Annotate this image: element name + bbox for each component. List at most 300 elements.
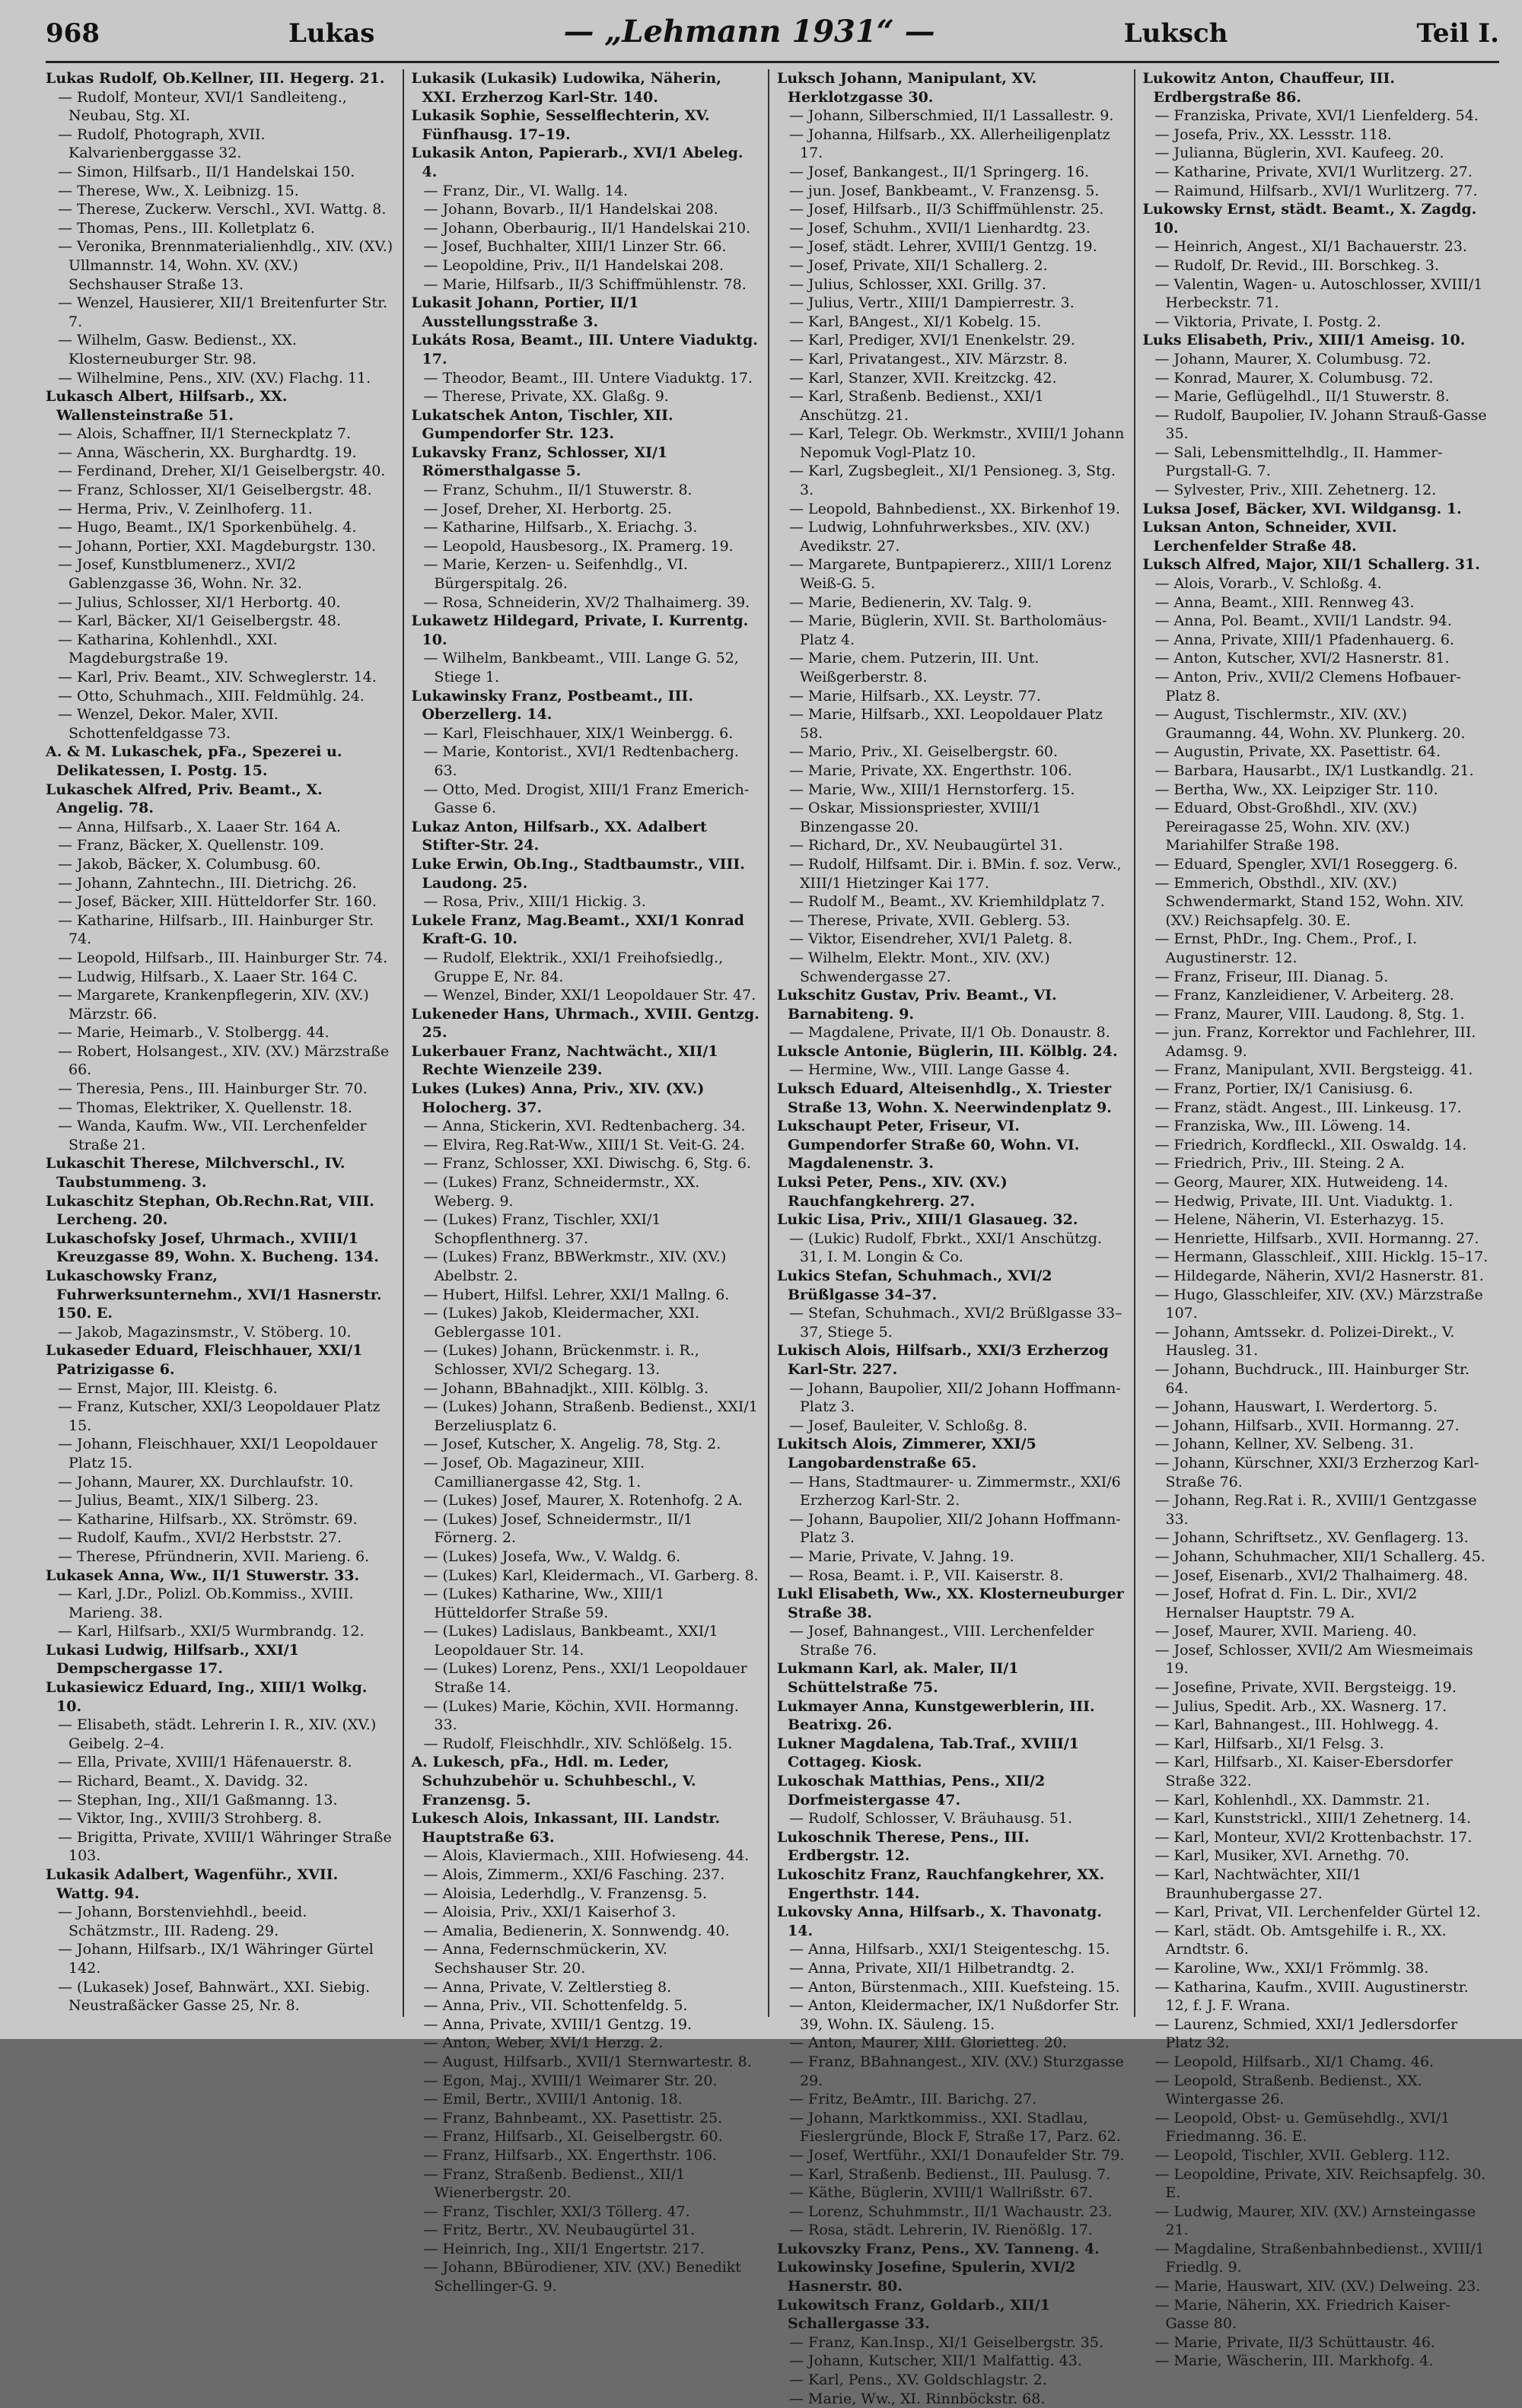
directory-entry: — Margarete, Krankenpflegerin, XIV. (XV.) Märzstr. 66.: [58, 987, 369, 1023]
directory-entry: — Wilhelmine, Pens., XIV. (XV.) Flachg. 11.: [58, 369, 371, 386]
directory-entry: — Anna, Wäscherin, XX. Burghardtg. 19.: [58, 444, 357, 461]
directory-entry: — Ludwig, Lohnfuhrwerksbes., XIV. (XV.) Avedikstr. 27.: [789, 519, 1091, 555]
directory-entry-head: Lukitsch Alois, Zimmerer, XXI/5 Langobardenstraße 65.: [777, 1436, 1036, 1471]
directory-entry: — Franz, städt. Angest., III. Linkeusg. 17.: [1154, 1099, 1462, 1116]
directory-entry: — Josef, Kunstblumenerz., XVI/2 Gablenzgasse 36, Wohn. Nr. 32.: [58, 556, 302, 593]
directory-entry: — jun. Franz, Korrektor und Fachlehrer, III. Adamsg. 9.: [1154, 1024, 1476, 1060]
directory-entry: — Rosa, Priv., XIII/1 Hickig. 3.: [423, 893, 646, 911]
directory-entry: — Karl, Zugsbegleit., XI/1 Pensioneg. 3, Stg. 3.: [789, 463, 1116, 499]
directory-entry: — (Lukes) Ladislaus, Bankbeamt., XXI/1 Leopoldauer Str. 14.: [423, 1623, 718, 1659]
directory-entry: — Hugo, Beamt., IX/1 Sporkenbühelg. 4.: [58, 519, 357, 536]
directory-entry: — Marie, Heimarb., V. Stolbergg. 44.: [58, 1024, 330, 1042]
directory-entry-head: Luksi Peter, Pens., XIV. (XV.) Rauchfangkehrerg. 27.: [777, 1174, 1008, 1210]
directory-entry-head: Lukes (Lukes) Anna, Priv., XIV. (XV.) Holocherg. 37.: [411, 1080, 705, 1116]
directory-entry: — Augustin, Private, XX. Pasettistr. 64.: [1154, 743, 1441, 761]
directory-entry: — Oskar, Missionspriester, XVIII/1 Binzengasse 20.: [789, 800, 1042, 835]
directory-entry: — Johann, BBahnadjkt., XIII. Kölblg. 3.: [423, 1379, 709, 1397]
directory-entry: — Herma, Priv., V. Zeinlhoferg. 11.: [58, 500, 313, 517]
directory-entry: — Viktor, Ing., XVIII/3 Strohberg. 8.: [58, 1810, 322, 1827]
directory-entry: — Marie, Ww., XIII/1 Hernstorferg. 15.: [789, 781, 1075, 798]
directory-entry-head: A. & M. Lukaschek, pFa., Spezerei u. Delikatessen, I. Postg. 15.: [46, 743, 342, 779]
directory-entry: — Robert, Holsangest., XIV. (XV.) Märzstraße 66.: [58, 1042, 390, 1079]
directory-entry: — (Lukes) Franz, BBWerkmstr., XIV. (XV.) Abelbstr. 2.: [423, 1249, 727, 1284]
directory-entry: — Franz, Straßenb. Bedienst., XII/1 Wienerbergstr. 20.: [423, 2165, 686, 2202]
directory-entry-head: A. Lukesch, pFa., Hdl. m. Leder, Schuhzubehör u. Schuhbeschl., V. Franzensg. 5.: [411, 1754, 696, 1808]
directory-entry-head: Lukaseder Eduard, Fleischhauer, XXI/1 Patrizigasse 6.: [46, 1342, 363, 1378]
directory-entry-head: Lukasik Sophie, Sesselflechterin, XV. Fünfhausg. 17–19.: [411, 107, 710, 143]
directory-entry: — Karl, Straßenb. Bedienst., III. Paulusg. 7.: [789, 2165, 1111, 2183]
directory-entry: — Friedrich, Priv., III. Steing. 2 A.: [1154, 1155, 1405, 1172]
column-4: [1134, 69, 1500, 2370]
directory-entry-head: Lukscle Antonie, Büglerin, III. Kölblg. 24.: [777, 1042, 1118, 1060]
directory-entry: — Franz, Hilfsarb., XI. Geiselbergstr. 60.: [423, 2128, 723, 2146]
directory-entry: — Karl, Pens., XV. Goldschlagstr. 2.: [789, 2371, 1047, 2389]
column-1: [46, 69, 403, 2017]
directory-entry: — Rudolf, Kaufm., XVI/2 Herbststr. 27.: [58, 1529, 342, 1547]
directory-entry: — Rudolf, Elektrik., XXI/1 Freihofsiedlg., Gruppe E, Nr. 84.: [423, 949, 724, 985]
column-3: [768, 69, 1134, 2407]
directory-entry: — Franz, Schlosser, XI/1 Geiselbergstr. 48.: [58, 482, 372, 499]
directory-entry: — Karl, Telegr. Ob. Werkmstr., XVIII/1 Johann Nepomuk Vogl-Platz 10.: [789, 425, 1125, 461]
directory-entry: — Marie, Hilfsarb., II/3 Schiffmühlenstr. 78.: [423, 275, 747, 293]
directory-entry: — Johann, Kellner, XV. Selbeng. 31.: [1154, 1436, 1414, 1453]
directory-entry: — Anna, Pol. Beamt., XVII/1 Landstr. 94.: [1154, 612, 1452, 630]
directory-entry: — Marie, Private, II/3 Schüttaustr. 46.: [1154, 2333, 1435, 2351]
directory-entry: — Jakob, Bäcker, X. Columbusg. 60.: [58, 855, 321, 873]
directory-entry: — Sylvester, Priv., XIII. Zehetnerg. 12.: [1154, 482, 1437, 499]
directory-entry: — Franz, Kutscher, XXI/3 Leopoldauer Platz 15.: [58, 1398, 380, 1434]
directory-entry: — Heinrich, Ing., XII/1 Engertstr. 217.: [423, 2240, 705, 2257]
directory-entry: — Thomas, Pens., III. Kolletplatz 6.: [58, 219, 315, 237]
directory-entry: — Alois, Schaffner, II/1 Sterneckplatz 7.: [58, 425, 351, 443]
directory-entry: — Franz, Manipulant, XVII. Bergsteigg. 41.: [1154, 1061, 1473, 1079]
directory-entry: — Hildegarde, Näherin, XVI/2 Hasnerstr. 81.: [1154, 1268, 1484, 1284]
directory-entry: — Johann, Amtssekr. d. Polizei-Direkt., V. Hausleg. 31.: [1154, 1323, 1455, 1360]
directory-entry: — Otto, Med. Drogist, XIII/1 Franz Emerich-Gasse 6.: [423, 781, 750, 817]
directory-entry: — (Lukes) Franz, Schneidermstr., XX. Weberg. 9.: [423, 1174, 700, 1210]
directory-entry-head: Lukovsky Anna, Hilfsarb., X. Thavonatg. 14.: [777, 1904, 1102, 1939]
directory-entry: — Anton, Priv., XVII/2 Clemens Hofbauer-Platz 8.: [1154, 669, 1461, 705]
directory-entry: — Marie, Ww., XI. Rinnböckstr. 68.: [789, 2390, 1046, 2407]
directory-entry: — Henriette, Hilfsarb., XVII. Hormanng. 27.: [1154, 1229, 1479, 1247]
directory-entry: — Johann, Kürschner, XXI/3 Erzherzog Karl-Straße 76.: [1154, 1454, 1479, 1490]
directory-entry: — Therese, Ww., X. Leibnizg. 15.: [58, 182, 299, 199]
directory-entry: — Karl, BAngest., XI/1 Kobelg. 15.: [789, 313, 1042, 330]
directory-entry: — August, Tischlermstr., XIV. (XV.) Graumanng. 44, Wohn. XV. Plunkerg. 20.: [1154, 706, 1466, 742]
directory-entry: — Magdaline, Straßenbahnbedienst., XVIII/1 Friedlg. 9.: [1154, 2240, 1485, 2276]
directory-entry-head: Lukschitz Gustav, Priv. Beamt., VI. Barnabiteng. 9.: [777, 987, 1057, 1023]
directory-entry: — Franz, Bahnbeamt., XX. Pasettistr. 25.: [423, 2109, 723, 2126]
directory-entry-head: Lukaschowsky Franz, Fuhrwerksunternehm., XVI/1 Hasnerstr. 150. E.: [46, 1268, 382, 1322]
directory-entry: — Johanna, Hilfsarb., XX. Allerheiligenplatz 17.: [789, 126, 1110, 162]
directory-entry: — Karl, Privat, VII. Lerchenfelder Gürtel 12.: [1154, 1904, 1481, 1921]
directory-entry: — Wilhelm, Gasw. Bedienst., XX. Klosterneuburger Str. 98.: [58, 332, 297, 367]
directory-entry-head: Lukawetz Hildegard, Private, I. Kurrentg. 10.: [411, 612, 749, 648]
directory-entry: — Leopold, Hilfsarb., III. Hainburger Str. 74.: [58, 949, 388, 966]
directory-entry: — Georg, Maurer, XIX. Hutweideng. 14.: [1154, 1174, 1448, 1191]
directory-entry: — Anton, Kleidermacher, IX/1 Nußdorfer Str. 39, Wohn. IX. Säuleng. 15.: [789, 1997, 1119, 2033]
directory-entry: — (Lukes) Jakob, Kleidermacher, XXI. Geblergasse 101.: [423, 1305, 700, 1341]
directory-entry-head: Lukasch Albert, Hilfsarb., XX. Wallensteinstraße 51.: [46, 388, 288, 424]
directory-entry: — (Lukes) Marie, Köchin, XVII. Hormanng. 33.: [423, 1697, 739, 1734]
directory-entry: — Elisabeth, städt. Lehrerin I. R., XIV. (XV.) Geibelg. 2–4.: [58, 1716, 377, 1752]
directory-entry-head: Lukoschnik Therese, Pens., III. Erdbergstr. 12.: [777, 1828, 1030, 1865]
directory-entry-head: Lukasit Johann, Portier, II/1 Ausstellungsstraße 3.: [411, 294, 639, 330]
directory-entry-head: Lukoschitz Franz, Rauchfangkehrer, XX. Engerthstr. 144.: [777, 1866, 1105, 1902]
directory-entry-head: Lukeneder Hans, Uhrmach., XVIII. Gentzg. 25.: [411, 1005, 759, 1042]
directory-entry: — Josef, Dreher, XI. Herbortg. 25.: [423, 500, 672, 517]
directory-entry-head: Luks Elisabeth, Priv., XIII/1 Ameisg. 10.: [1142, 332, 1466, 349]
directory-entry: — Anna, Hilfsarb., X. Laaer Str. 164 A.: [58, 818, 341, 835]
directory-entry-head: Lukasik (Lukasik) Ludowika, Näherin, XXI. Erzherzog Karl-Str. 140.: [411, 70, 721, 106]
directory-entry: — Johann, Marktkommiss., XXI. Stadlau, Fieslergründe, Block F, Straße 17, Parz. 62.: [789, 2109, 1121, 2146]
part-label: Teil I.: [1416, 18, 1499, 49]
directory-entry: — Leopold, Obst- u. Gemüsehdlg., XVI/1 Friedmanng. 36. E.: [1154, 2109, 1450, 2146]
directory-entry: — Käthe, Büglerin, XVIII/1 Wallrißstr. 67.: [789, 2184, 1094, 2202]
directory-entry-head: Lukasiewicz Eduard, Ing., XIII/1 Wolkg. 10.: [46, 1679, 368, 1715]
directory-entry: — Johann, Hilfsarb., XVII. Hormanng. 27.: [1154, 1417, 1460, 1434]
directory-entry: — Anton, Bürstenmach., XIII. Kuefsteing. 15.: [789, 1978, 1120, 1996]
directory-entry: — Julius, Schlosser, XI/1 Herbortg. 40.: [58, 593, 341, 611]
directory-entry: — Hugo, Glasschleifer, XIV. (XV.) Märzstraße 107.: [1154, 1286, 1483, 1322]
directory-entry: — Thomas, Elektriker, X. Quellenstr. 18.: [58, 1099, 352, 1116]
directory-entry: — Josef, Bauleiter, V. Schloßg. 8.: [789, 1417, 1028, 1434]
directory-entry-head: Lukas Rudolf, Ob.Kellner, III. Hegerg. 21.: [46, 70, 385, 87]
directory-entry: — Johann, Reg.Rat i. R., XVIII/1 Gentzgasse 33.: [1154, 1492, 1477, 1528]
directory-entry: — Eduard, Obst-Großhdl., XIV. (XV.) Pereiragasse 25, Wohn. XIV. (XV.) Mariahilfer Straße 198.: [1154, 800, 1418, 854]
directory-entry: — Rosa, Beamt. i. P., VII. Kaiserstr. 8.: [789, 1567, 1064, 1584]
directory-entry-head: Lukowitsch Franz, Goldarb., XII/1 Schallergasse 33.: [777, 2296, 1050, 2333]
directory-entry: — (Lukes) Franz, Tischler, XXI/1 Schopflenthnerg. 37.: [423, 1211, 661, 1247]
directory-entry: — Josef, Buchhalter, XIII/1 Linzer Str. 66.: [423, 238, 727, 256]
directory-entry: — Anna, Beamt., XIII. Rennweg 43.: [1154, 593, 1415, 611]
directory-entry: — Richard, Dr., XV. Neubaugürtel 31.: [789, 837, 1063, 854]
directory-entry: — Rosa, Schneiderin, XV/2 Thalhaimerg. 39.: [423, 593, 750, 611]
directory-entry: — Emil, Bertr., XVIII/1 Antonig. 18.: [423, 2091, 683, 2108]
directory-entry-head: Lukerbauer Franz, Nachtwächt., XII/1 Rechte Wienzeile 239.: [411, 1042, 718, 1079]
directory-entry-head: Lukowinsky Josefine, Spulerin, XVI/2 Hasnerstr. 80.: [777, 2259, 1076, 2295]
directory-entry: — Ferdinand, Dreher, XI/1 Geiselbergstr. 40.: [58, 463, 386, 480]
directory-entry: — Leopold, Straßenb. Bedienst., XX. Wintergasse 26.: [1154, 2072, 1422, 2108]
directory-entry: — Johann, Borstenviehhdl., beeid. Schätzmstr., III. Radeng. 29.: [58, 1904, 307, 1939]
directory-entry: — Marie, Hilfsarb., XXI. Leopoldauer Platz 58.: [789, 706, 1103, 742]
directory-entry: — Ludwig, Maurer, XIV. (XV.) Arnsteingasse 21.: [1154, 2203, 1476, 2239]
directory-entry: — Karl, Bäcker, XI/1 Geiselbergstr. 48.: [58, 612, 342, 630]
directory-entry-head: Lukawinsky Franz, Postbeamt., III. Oberzellerg. 14.: [411, 687, 693, 724]
directory-entry: — Karl, Bahnangest., III. Hohlwegg. 4.: [1154, 1716, 1439, 1734]
directory-entry: — (Lukes) Johann, Brückenmstr. i. R., Schlosser, XVI/2 Schegarg. 13.: [423, 1342, 699, 1378]
directory-entry: — Josef, Bäcker, XIII. Hütteldorfer Str. 160.: [58, 893, 377, 911]
directory-entry: — Johann, Maurer, X. Columbusg. 72.: [1154, 350, 1431, 367]
directory-entry: — Franz, Kan.Insp., XI/1 Geiselbergstr. 35.: [789, 2333, 1103, 2351]
directory-entry: — Hedwig, Private, III. Unt. Viaduktg. 1.: [1154, 1192, 1454, 1210]
directory-entry: — Rudolf, Monteur, XVI/1 Sandleiteng., Neubau, Stg. XI.: [58, 88, 347, 125]
directory-entry: — Karl, Stanzer, XVII. Kreitzckg. 42.: [789, 369, 1057, 386]
directory-entry: — Karl, Privatangest., XIV. Märzstr. 8.: [789, 350, 1068, 367]
directory-entry: — Hermann, Glasschleif., XIII. Hicklg. 15–17.: [1154, 1249, 1489, 1266]
directory-entry: — Julius, Schlosser, XXI. Grillg. 37.: [789, 275, 1046, 293]
directory-entry: — Franz, Schlosser, XXI. Diwischg. 6, Stg. 6.: [423, 1155, 752, 1172]
directory-entry: — Marie, Näherin, XX. Friedrich Kaiser-Gasse 80.: [1154, 2296, 1450, 2333]
directory-entry: — Marie, Geflügelhdl., II/1 Stuwerstr. 8.: [1154, 388, 1450, 406]
directory-entry: — Johann, Schriftsetz., XV. Genflagerg. 13.: [1154, 1529, 1469, 1547]
directory-entry: — Wilhelm, Elektr. Mont., XIV. (XV.) Schwendergasse 27.: [789, 949, 1050, 985]
directory-entry: — Katharine, Hilfsarb., X. Eriachg. 3.: [423, 519, 698, 536]
directory-entry: — Jakob, Magazinsmstr., V. Stöberg. 10.: [58, 1323, 352, 1341]
directory-entry: — Karl, Hilfsarb., XI/1 Felsg. 3.: [1154, 1735, 1384, 1752]
directory-entry: — Richard, Beamt., X. Davidg. 32.: [58, 1773, 308, 1790]
column-2: [403, 69, 769, 2295]
directory-entry: — Stefan, Schuhmach., XVI/2 Brüßlgasse 33–37, Stiege 5.: [789, 1305, 1122, 1341]
directory-entry: — Anton, Maurer, XIII. Glorietteg. 20.: [789, 2034, 1067, 2052]
directory-entry: — Katharina, Kohlenhdl., XXI. Magdeburgstraße 19.: [58, 631, 278, 667]
directory-entry-head: Lukisch Alois, Hilfsarb., XXI/3 Erzherzog Karl-Str. 227.: [777, 1342, 1109, 1378]
directory-entry: — Wenzel, Dekor. Maler, XVII. Schottenfeldgasse 73.: [58, 706, 279, 742]
directory-entry: — (Lukic) Rudolf, Fbrkt., XXI/1 Anschützg. 31, I. M. Longin & Co.: [789, 1229, 1103, 1266]
directory-entry: — Amalia, Bedienerin, X. Sonnwendg. 40.: [423, 1922, 730, 1939]
directory-entry: — August, Hilfsarb., XVII/1 Sternwartestr. 8.: [423, 2053, 752, 2070]
directory-entry-head: Lukschaupt Peter, Friseur, VI. Gumpendorfer Straße 60, Wohn. VI. Magdalenenstr. 3.: [777, 1118, 1080, 1172]
directory-entry: — Julius, Spedit. Arb., XX. Wasnerg. 17.: [1154, 1697, 1447, 1715]
directory-entry: — Otto, Schuhmach., XIII. Feldmühlg. 24.: [58, 687, 365, 705]
directory-entry: — Veronika, Brennmaterialienhdlg., XIV. (XV.) Ullmannstr. 14, Wohn. XV. (XV.) Sechshauser Straße 13.: [58, 238, 393, 293]
directory-entry: — Karl, J.Dr., Polizl. Ob.Kommiss., XVIII. Marieng. 38.: [58, 1586, 354, 1621]
directory-entry: — Karl, Straßenb. Bedienst., XXI/1 Anschützg. 21.: [789, 388, 1044, 424]
directory-entry: — Laurenz, Schmied, XXI/1 Jedlersdorfer Platz 32.: [1154, 2015, 1458, 2052]
directory-entry-head: Lukaschofsky Josef, Uhrmach., XVIII/1 Kreuzgasse 89, Wohn. X. Bucheng. 134.: [46, 1229, 379, 1266]
directory-entry-head: Lukáts Rosa, Beamt., III. Untere Viaduktg. 17.: [411, 332, 758, 367]
directory-entry: — Marie, Büglerin, XVII. St. Bartholomäus-Platz 4.: [789, 612, 1107, 648]
directory-entry-head: Lukner Magdalena, Tab.Traf., XVIII/1 Cottageg. Kiosk.: [777, 1735, 1080, 1771]
directory-entry: — Therese, Private, XVII. Geblerg. 53.: [789, 911, 1071, 929]
directory-entry: — Hans, Stadtmaurer- u. Zimmermstr., XXI/6 Erzherzog Karl-Str. 2.: [789, 1473, 1121, 1509]
directory-entry: — Johann, Baupolier, XII/2 Johann Hoffmann-Platz 3.: [789, 1510, 1121, 1547]
directory-entry: — Franziska, Private, XVI/1 Lienfelderg. 54.: [1154, 107, 1479, 125]
directory-entry: — Eduard, Spengler, XVI/1 Roseggerg. 6.: [1154, 855, 1458, 873]
directory-entry-head: Luke Erwin, Ob.Ing., Stadtbaumstr., VIII. Laudong. 25.: [411, 855, 745, 892]
directory-entry: — Josef, Hofrat d. Fin. L. Dir., XVI/2 Hernalser Hauptstr. 79 A.: [1154, 1586, 1418, 1621]
directory-entry: — Marie, Wäscherin, III. Markhofg. 4.: [1154, 2352, 1434, 2370]
directory-entry: — Margarete, Buntpapiererz., XIII/1 Lorenz Weiß-G. 5.: [789, 556, 1112, 593]
directory-entry: — Johann, Bovarb., II/1 Handelskai 208.: [423, 201, 718, 218]
directory-entry: — Hubert, Hilfsl. Lehrer, XXI/1 Mallng. 6.: [423, 1286, 730, 1303]
directory-entry: — Josef, Ob. Magazineur, XIII. Camillianergasse 42, Stg. 1.: [423, 1454, 645, 1490]
directory-entry: — Johann, Schuhmacher, XII/1 Schallerg. 45.: [1154, 1548, 1485, 1565]
directory-entry: — Franz, Schuhm., II/1 Stuwerstr. 8.: [423, 482, 693, 499]
directory-entry: — Katharina, Kaufm., XVIII. Augustinerstr. 12, f. J. F. Wrana.: [1154, 1978, 1469, 2015]
directory-entry: — Josef, Bankangest., II/1 Springerg. 16.: [789, 163, 1090, 180]
directory-entry: — jun. Josef, Bankbeamt., V. Franzensg. 5.: [789, 182, 1100, 199]
directory-entry: — Wanda, Kaufm. Ww., VII. Lerchenfelder Straße 21.: [58, 1118, 367, 1153]
directory-entry: — Anna, Private, XVIII/1 Gentzg. 19.: [423, 2015, 693, 2033]
directory-entry-head: Lukic Lisa, Priv., XIII/1 Glasaueg. 32.: [777, 1211, 1078, 1229]
directory-entry: — Franz, Hilfsarb., XX. Engerthstr. 106.: [423, 2146, 718, 2164]
directory-entry: — Therese, Zuckerw. Verschl., XVI. Wattg. 8.: [58, 201, 387, 218]
directory-entry: — Anna, Stickerin, XVI. Redtenbacherg. 34.: [423, 1118, 746, 1135]
directory-entry: — Johann, Portier, XXI. Magdeburgstr. 130.: [58, 537, 377, 555]
directory-entry-head: Lukics Stefan, Schuhmach., XVI/2 Brüßlgasse 34–37.: [777, 1268, 1052, 1303]
directory-entry: — Alois, Zimmerm., XXI/6 Fasching. 237.: [423, 1866, 725, 1883]
directory-entry: — Marie, Private, V. Jahng. 19.: [789, 1548, 1014, 1565]
directory-entry: — Katharine, Hilfsarb., III. Hainburger Str. 74.: [58, 911, 374, 948]
directory-entry: — Mario, Priv., XI. Geiselbergstr. 60.: [789, 743, 1059, 761]
directory-entry: — Rudolf, Hilfsamt. Dir. i. BMin. f. soz. Verw., XIII/1 Hietzinger Kai 177.: [789, 855, 1122, 892]
directory-entry: — Anna, Hilfsarb., XXI/1 Steigenteschg. 15.: [789, 1941, 1110, 1958]
directory-entry: — Leopoldine, Private, XIV. Reichsapfelg. 30. E.: [1154, 2165, 1486, 2202]
directory-entry: — Sali, Lebensmittelhdlg., II. Hammer-Purgstall-G. 7.: [1154, 444, 1443, 480]
directory-entry: — Karl, städt. Ob. Amtsgehilfe i. R., XX. Arndtstr. 6.: [1154, 1922, 1447, 1958]
directory-entry: — Josef, Eisenarb., XVI/2 Thalhaimerg. 48.: [1154, 1567, 1468, 1584]
directory-entry: — Viktor, Eisendreher, XVI/1 Paletg. 8.: [789, 930, 1073, 948]
directory-entry: — Elvira, Reg.Rat-Ww., XIII/1 St. Veit-G. 24.: [423, 1136, 745, 1153]
directory-entry: — Wenzel, Binder, XXI/1 Leopoldauer Str. 47.: [423, 987, 756, 1004]
directory-entry: — Egon, Maj., XVIII/1 Weimarer Str. 20.: [423, 2072, 718, 2089]
directory-entry-head: Luksch Alfred, Major, XII/1 Schallerg. 31.: [1142, 556, 1480, 574]
directory-entry: — Brigitta, Private, XVIII/1 Währinger Straße 103.: [58, 1828, 392, 1865]
directory-entry: — Josef, Hilfsarb., II/3 Schiffmühlenstr. 25.: [789, 201, 1104, 218]
directory-entry: — Karl, Monteur, XVI/2 Krottenbachstr. 17.: [1154, 1828, 1473, 1846]
directory-entry: — Theresia, Pens., III. Hainburger Str. 70.: [58, 1080, 368, 1098]
directory-entry: — Ella, Private, XVIII/1 Häfenauerstr. 8.: [58, 1754, 352, 1771]
directory-entry: — Karl, Prediger, XVI/1 Enenkelstr. 29.: [789, 332, 1076, 349]
directory-entry: — Marie, Bedienerin, XV. Talg. 9.: [789, 593, 1032, 611]
directory-entry: — Emmerich, Obsthdl., XIV. (XV.) Schwendermarkt, Stand 152, Wohn. XIV. (XV.) Reichsapfelg. 30. E.: [1154, 874, 1464, 929]
directory-entry: — Lorenz, Schuhmmstr., II/1 Wachaustr. 23.: [789, 2203, 1113, 2220]
right-guide-word: Luksch: [1123, 18, 1228, 49]
directory-entry: — (Lukes) Johann, Straßenb. Bedienst., XXI/1 Berzeliusplatz 6.: [423, 1398, 758, 1434]
directory-entry: — Johann, Fleischhauer, XXI/1 Leopoldauer Platz 15.: [58, 1436, 377, 1471]
directory-entry: — Josef, Private, XII/1 Schallerg. 2.: [789, 256, 1048, 274]
directory-entry: — Aloisia, Priv., XXI/1 Kaiserhof 3.: [423, 1904, 677, 1921]
directory-entry-head: Luksch Johann, Manipulant, XV. Herklotzgasse 30.: [777, 70, 1037, 106]
page-number: 968: [46, 18, 100, 49]
directory-entry-head: Lukmayer Anna, Kunstgewerblerin, III. Beatrixg. 26.: [777, 1697, 1095, 1734]
directory-entry: — (Lukasek) Josef, Bahnwärt., XXI. Siebig. Neustraßäcker Gasse 25, Nr. 8.: [58, 1978, 371, 2015]
directory-entry: — Karl, Hilfsarb., XXI/5 Wurmbrandg. 12.: [58, 1623, 365, 1640]
directory-entry: — Raimund, Hilfsarb., XVI/1 Wurlitzerg. 77.: [1154, 182, 1478, 199]
directory-entry: — Anton, Kutscher, XVI/2 Hasnerstr. 81.: [1154, 650, 1450, 667]
directory-entry: — Wilhelm, Bankbeamt., VIII. Lange G. 52, Stiege 1.: [423, 650, 739, 686]
directory-entry: — Marie, Kontorist., XVI/1 Redtenbacherg. 63.: [423, 743, 739, 779]
directory-entry: — Alois, Vorarb., V. Schloßg. 4.: [1154, 575, 1382, 593]
directory-entry-head: Lukowsky Ernst, städt. Beamt., X. Zagdg. 10.: [1142, 201, 1477, 237]
directory-entry: — Konrad, Maurer, X. Columbusg. 72.: [1154, 369, 1434, 386]
directory-entry: — Barbara, Hausarbt., IX/1 Lustkandlg. 21.: [1154, 762, 1474, 779]
directory-entry: — Franz, Dir., VI. Wallg. 14.: [423, 182, 629, 199]
directory-entry: — Franz, BBahnangest., XIV. (XV.) Sturzgasse 29.: [789, 2053, 1124, 2089]
directory-entry: — Rudolf, Dr. Revid., III. Borschkeg. 3.: [1154, 256, 1439, 274]
directory-entry: — Marie, Private, XX. Engerthstr. 106.: [789, 762, 1072, 779]
directory-entry-head: Lukaschek Alfred, Priv. Beamt., X. Angelig. 78.: [46, 781, 323, 817]
page-header: [46, 14, 1499, 63]
directory-entry: — Leopold, Tischler, XVII. Geblerg. 112.: [1154, 2146, 1450, 2164]
directory-entry-head: Lukovszky Franz, Pens., XV. Tanneng. 4.: [777, 2240, 1100, 2257]
directory-entry: — Johann, Baupolier, XII/2 Johann Hoffmann-Platz 3.: [789, 1379, 1121, 1416]
left-guide-word: Lukas: [288, 18, 375, 49]
directory-entry: — Marie, Hilfsarb., XX. Leystr. 77.: [789, 687, 1041, 705]
directory-entry: — (Lukes) Josef, Schneidermstr., II/1 Förnerg. 2.: [423, 1510, 693, 1547]
directory-entry: — Anna, Federnschmückerin, XV. Sechshauser Str. 20.: [423, 1941, 667, 1977]
directory-entry-head: Lukmann Karl, ak. Maler, II/1 Schüttelstraße 75.: [777, 1660, 1019, 1697]
directory-entry: — Johann, Kutscher, XII/1 Malfattig. 43.: [789, 2352, 1082, 2370]
directory-entry: — Johann, Buchdruck., III. Hainburger Str. 64.: [1154, 1360, 1470, 1397]
directory-entry: — Ludwig, Hilfsarb., X. Laaer Str. 164 C.: [58, 968, 358, 985]
directory-entry: — Marie, Hauswart, XIV. (XV.) Delweing. 23.: [1154, 2278, 1481, 2295]
directory-entry: — Franz, Portier, IX/1 Canisiusg. 6.: [1154, 1080, 1413, 1098]
directory-entry-head: Lukatschek Anton, Tischler, XII. Gumpendorfer Str. 123.: [411, 406, 673, 443]
directory-entry: — Josefine, Private, XVII. Bergsteigg. 19.: [1154, 1679, 1457, 1697]
directory-entry: — Johann, Hilfsarb., IX/1 Währinger Gürtel 142.: [58, 1941, 374, 1977]
directory-entry: — Johann, Hauswart, I. Werdertorg. 5.: [1154, 1398, 1438, 1416]
directory-entry-head: Lukasek Anna, Ww., II/1 Stuwerstr. 33.: [46, 1567, 360, 1584]
directory-entry: — Franz, Tischler, XXI/3 Töllerg. 47.: [423, 2203, 690, 2220]
directory-entry: — Johann, Maurer, XX. Durchlaufstr. 10.: [58, 1473, 354, 1490]
directory-entry: — Katharine, Private, XVI/1 Wurlitzerg. 27.: [1154, 163, 1473, 180]
directory-entry: — Marie, Kerzen- u. Seifenhdlg., VI. Bürgerspitalg. 26.: [423, 556, 688, 593]
directory-entry: — Simon, Hilfsarb., II/1 Handelskai 150.: [58, 163, 355, 180]
directory-entry: — Karl, Fleischhauer, XIX/1 Weinbergg. 6.: [423, 724, 734, 742]
directory-entry: — Heinrich, Angest., XI/1 Bachauerstr. 23.: [1154, 238, 1467, 256]
directory-entry: — Josef, städt. Lehrer, XVIII/1 Gentzg. 19.: [789, 238, 1097, 256]
directory-entry: — Helene, Näherin, VI. Esterhazyg. 15.: [1154, 1211, 1444, 1229]
directory-entry: — Aloisia, Lederhdlg., V. Franzensg. 5.: [423, 1885, 708, 1902]
directory-entry: — Bertha, Ww., XX. Leipziger Str. 110.: [1154, 781, 1438, 798]
directory-entry: — Franz, Maurer, VIII. Laudong. 8, Stg. 1.: [1154, 1005, 1465, 1023]
directory-entry: — Franz, Kanzleidiener, V. Arbeiterg. 28.: [1154, 987, 1454, 1004]
directory-entry: — Johann, BBürodiener, XIV. (XV.) Benedikt Schellinger-G. 9.: [423, 2259, 741, 2295]
directory-entry: — Franz, Friseur, III. Dianag. 5.: [1154, 968, 1389, 985]
directory-entry: — Franz, Bäcker, X. Quellenstr. 109.: [58, 837, 324, 854]
directory-entry: — Johann, Silberschmied, II/1 Lassallestr. 9.: [789, 107, 1114, 125]
directory-entry: — Rudolf, Photograph, XVII. Kalvarienberggasse 32.: [58, 126, 266, 162]
directory-entry-head: Luksch Eduard, Alteisenhdlg., X. Triester Straße 13, Wohn. X. Neerwindenplatz 9.: [777, 1080, 1112, 1116]
directory-entry: — Josef, Maurer, XVII. Marieng. 40.: [1154, 1623, 1417, 1640]
directory-entry: — Valentin, Wagen- u. Autoschlosser, XVIII/1 Herbeckstr. 71.: [1154, 275, 1483, 312]
directory-entry: — Anna, Private, XIII/1 Pfadenhauerg. 6.: [1154, 631, 1454, 648]
directory-entry: — Ernst, PhDr., Ing. Chem., Prof., I. Augustinerstr. 12.: [1154, 930, 1418, 966]
directory-entry: — Magdalene, Private, II/1 Ob. Donaustr. 8.: [789, 1024, 1110, 1042]
directory-entry: — Fritz, Bertr., XV. Neubaugürtel 31.: [423, 2222, 696, 2239]
directory-entry: — Josef, Schuhm., XVII/1 Lienhardtg. 23.: [789, 219, 1091, 237]
directory-entry-head: Lukele Franz, Mag.Beamt., XXI/1 Konrad Kraft-G. 10.: [411, 911, 744, 948]
directory-entry: — Friedrich, Kordfleckl., XII. Oswaldg. 14.: [1154, 1136, 1467, 1153]
directory-entry: — Katharine, Hilfsarb., XX. Strömstr. 69.: [58, 1510, 358, 1528]
directory-entry: — Therese, Pfründnerin, XVII. Marieng. 6.: [58, 1548, 370, 1565]
directory-entry: — Wenzel, Hausierer, XII/1 Breitenfurter Str. 7.: [58, 294, 388, 330]
directory-entry-head: Lukowitz Anton, Chauffeur, III. Erdbergstraße 86.: [1142, 70, 1396, 106]
directory-entry: — (Lukes) Josefa, Ww., V. Waldg. 6.: [423, 1548, 681, 1565]
directory-entry-head: Lukaschitz Stephan, Ob.Rechn.Rat, VIII. Lercheng. 20.: [46, 1192, 374, 1229]
directory-entry: — Alois, Klaviermach., XIII. Hofwieseng. 44.: [423, 1847, 750, 1865]
directory-entry-head: Lukoschak Matthias, Pens., XII/2 Dorfmeistergasse 47.: [777, 1773, 1046, 1808]
directory-entry: — Hermine, Ww., VIII. Lange Gasse 4.: [789, 1061, 1070, 1079]
directory-columns: [46, 69, 1499, 2407]
directory-entry: — Karl, Kohlenhdl., XX. Dammstr. 21.: [1154, 1791, 1431, 1808]
directory-entry: — Julianna, Büglerin, XVI. Kaufeeg. 20.: [1154, 145, 1444, 162]
directory-entry: — Rudolf, Schlosser, V. Bräuhausg. 51.: [789, 1810, 1073, 1827]
directory-entry: — Karl, Priv. Beamt., XIV. Schweglerstr. 14.: [58, 669, 377, 686]
directory-entry: — Franziska, Ww., III. Löweng. 14.: [1154, 1118, 1411, 1135]
directory-entry: — Rudolf M., Beamt., XV. Kriemhildplatz 7.: [789, 893, 1105, 911]
directory-entry: — (Lukes) Lorenz, Pens., XXI/1 Leopoldauer Straße 14.: [423, 1660, 747, 1697]
directory-entry: — (Lukes) Karl, Kleidermach., VI. Garberg. 8.: [423, 1567, 759, 1584]
directory-entry: — Leopold, Bahnbedienst., XX. Birkenhof 19.: [789, 500, 1120, 517]
directory-entry: — Rudolf, Baupolier, IV. Johann Strauß-Gasse 35.: [1154, 406, 1487, 443]
directory-entry: — Karl, Musiker, XVI. Arnethg. 70.: [1154, 1847, 1410, 1865]
directory-entry-head: Lukaz Anton, Hilfsarb., XX. Adalbert Stifter-Str. 24.: [411, 818, 707, 854]
directory-title: — „Lehmann 1931“ —: [563, 14, 935, 49]
directory-entry: — Julius, Vertr., XIII/1 Dampierrestr. 3.: [789, 294, 1075, 312]
